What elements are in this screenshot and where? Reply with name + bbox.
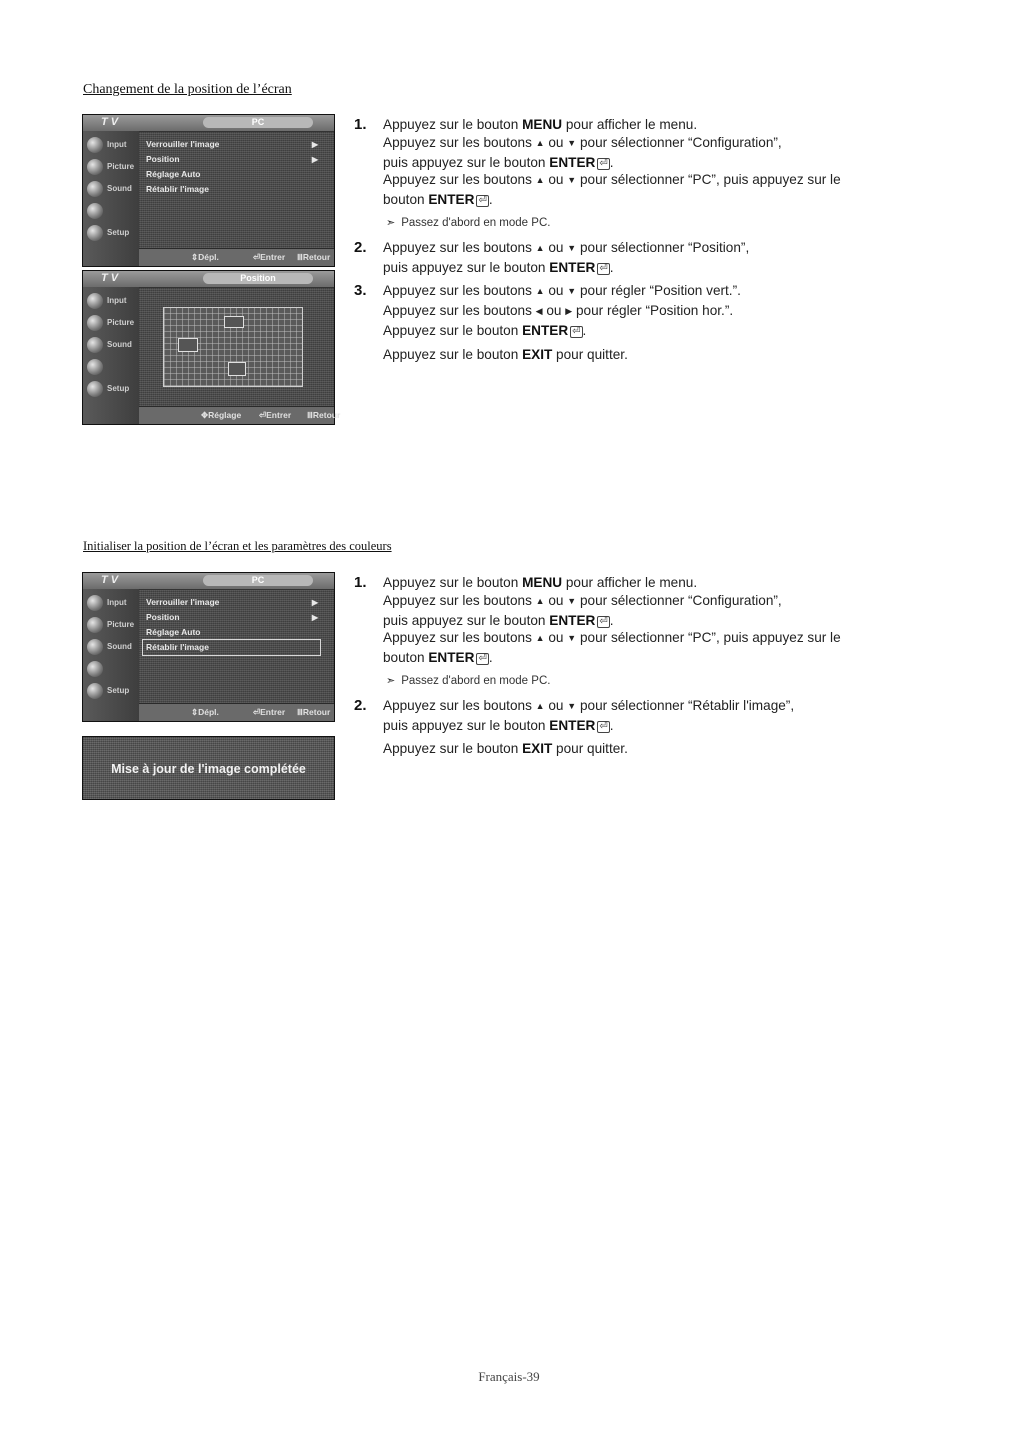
step-number: 2.	[354, 238, 367, 256]
arrow-icon: ▲	[535, 633, 545, 644]
channel-icon	[87, 203, 103, 219]
instructions-position	[352, 116, 942, 364]
arrow-icon: ▼	[567, 633, 577, 644]
osd-sidebar	[83, 589, 139, 721]
sidebar-item-channel	[83, 659, 139, 679]
osd-menu	[143, 137, 320, 197]
step-line: Appuyez sur le bouton MENU pour afficher le menu.	[383, 117, 698, 132]
osd-footer	[139, 248, 334, 266]
footer-adjust: ✥ Réglage	[201, 410, 242, 420]
note-arrow-icon: ➣	[386, 674, 396, 687]
arrow-icon: ▼	[567, 700, 577, 711]
footer-move: ⇕ Dépl.	[191, 252, 219, 262]
sidebar-item-input: Input	[83, 593, 139, 613]
osd-footer	[139, 406, 341, 424]
enter-icon: ⏎	[599, 262, 608, 274]
tv-osd-pc-menu-reset	[82, 572, 335, 722]
sidebar-item-channel	[83, 357, 139, 377]
step-line: puis appuyez sur le bouton ENTER ⏎ .	[383, 259, 614, 275]
grid-marker-bottom	[228, 362, 246, 376]
footer-move: ⇕ Dépl.	[191, 707, 219, 717]
step-line: Appuyez sur les boutons ▲ ou ▼ pour sélectionner “Configuration”,	[383, 592, 942, 612]
grid-marker-left	[178, 338, 198, 352]
arrow-icon: ◀	[535, 306, 543, 317]
step-number: 1.	[354, 116, 367, 133]
step-line: puis appuyez sur le bouton ENTER ⏎ .	[383, 154, 614, 170]
chevron-right-icon: ▶	[311, 613, 318, 622]
osd-title: PC	[203, 117, 313, 128]
menu-item-retablir: Rétablir l'image	[146, 184, 209, 194]
menu-item-verrouiller: Verrouiller l'image ▶	[143, 137, 320, 152]
menu-item-position: Position ▶	[143, 610, 320, 625]
setup-icon	[87, 683, 103, 699]
sidebar-item-sound: Sound	[83, 637, 139, 657]
arrow-icon: ▼	[567, 242, 577, 253]
chevron-right-icon: ▶	[311, 598, 318, 607]
step-line: Appuyez sur le bouton MENU pour afficher le menu.	[383, 575, 698, 590]
sidebar-item-input: Input	[83, 291, 139, 311]
instructions-reset	[352, 574, 942, 758]
sidebar-item-channel	[83, 201, 139, 221]
sidebar-item-picture: Picture	[83, 313, 139, 333]
instruction-step	[352, 116, 942, 233]
arrow-icon: ▲	[535, 286, 545, 297]
osd-title: Position	[203, 273, 313, 284]
step-line: Appuyez sur les boutons ▲ ou ▼ pour sélectionner “Position”,	[383, 239, 942, 259]
arrow-icon: ▼	[567, 595, 577, 606]
enter-icon: ⏎	[572, 325, 581, 337]
step-line: Appuyez sur les boutons ▲ ou ▼ pour régler “Position vert.”.	[383, 282, 942, 302]
tv-label: T V	[101, 116, 119, 128]
arrow-icon: ▲	[535, 595, 545, 606]
step-line: puis appuyez sur le bouton ENTER ⏎ .	[383, 717, 614, 733]
osd-top-bar	[83, 115, 334, 132]
menu-item-retablir-selected: Rétablir l'image	[143, 640, 320, 655]
step-number: 3.	[354, 282, 367, 300]
step-line: Appuyez sur le bouton ENTER ⏎ .	[383, 322, 587, 338]
step-line: Appuyez sur les boutons ▲ ou ▼ pour sélectionner “Rétablir l'image”,	[383, 697, 942, 717]
step-line: Appuyez sur les boutons ▲ ou ▼ pour sélectionner “Configuration”,	[383, 134, 942, 154]
menu-item-reglage-auto: Réglage Auto	[146, 627, 201, 637]
sidebar-item-setup: Setup	[83, 681, 139, 701]
exit-instruction: Appuyez sur le bouton EXIT pour quitter.	[383, 741, 628, 757]
sound-icon	[87, 337, 103, 353]
footer-return: Ⅲ Retour	[297, 707, 331, 717]
picture-icon	[87, 159, 103, 175]
arrow-icon: ▼	[567, 137, 577, 148]
setup-icon	[87, 381, 103, 397]
chevron-right-icon: ▶	[311, 155, 318, 164]
tv-label: T V	[101, 272, 119, 284]
step-number: 1.	[354, 574, 367, 591]
section-heading-reset: Initialiser la position de l’écran et les paramètres des couleurs	[83, 539, 392, 553]
arrow-icon: ▲	[535, 137, 545, 148]
sidebar-item-input: Input	[83, 135, 139, 155]
grid-marker-top	[224, 316, 244, 328]
step-line: Appuyez sur les boutons ◀ ou ▶ pour régler “Position hor.”.	[383, 302, 942, 322]
osd-sidebar	[83, 131, 139, 266]
input-icon	[87, 137, 103, 153]
tv-label: T V	[101, 574, 119, 586]
step-line: Appuyez sur les boutons ▲ ou ▼ pour sélectionner “PC”, puis appuyez sur le	[383, 629, 942, 649]
arrow-icon: ▼	[567, 286, 577, 297]
arrow-icon: ▶	[565, 306, 573, 317]
footer-return: Ⅲ Retour	[307, 410, 341, 420]
section-heading-position: Changement de la position de l’écran	[83, 82, 292, 97]
instruction-step	[352, 697, 942, 735]
position-grid	[163, 307, 303, 387]
input-icon	[87, 595, 103, 611]
arrow-icon: ▼	[567, 175, 577, 186]
instruction-step	[352, 239, 942, 277]
sidebar-item-sound: Sound	[83, 335, 139, 355]
footer-return: Ⅲ Retour	[297, 252, 331, 262]
sidebar-item-setup: Setup	[83, 223, 139, 243]
sound-icon	[87, 639, 103, 655]
note: ➣ Passez d'abord en mode PC.	[386, 674, 551, 687]
chevron-right-icon: ▶	[311, 140, 318, 149]
arrow-icon: ▲	[535, 700, 545, 711]
menu-item-reglage-auto: Réglage Auto	[146, 169, 201, 179]
osd-top-bar	[83, 271, 334, 288]
channel-icon	[87, 359, 103, 375]
footer-enter: ⏎ Entrer	[259, 410, 292, 420]
setup-icon	[87, 225, 103, 241]
exit-instruction: Appuyez sur le bouton EXIT pour quitter.	[383, 346, 628, 362]
tv-osd-pc-menu	[82, 114, 335, 267]
menu-item-verrouiller: Verrouiller l'image ▶	[143, 595, 320, 610]
osd-footer	[139, 703, 334, 721]
sound-icon	[87, 181, 103, 197]
arrow-icon: ▲	[535, 175, 545, 186]
page-number: Français-39	[478, 1369, 540, 1384]
menu-item-position: Position ▶	[143, 152, 320, 167]
note: ➣ Passez d'abord en mode PC.	[386, 216, 551, 229]
footer-enter: ⏎ Entrer	[253, 252, 286, 262]
picture-icon	[87, 315, 103, 331]
sidebar-item-picture: Picture	[83, 157, 139, 177]
channel-icon	[87, 661, 103, 677]
step-line: bouton ENTER ⏎ .	[383, 192, 493, 208]
arrow-icon: ▲	[535, 242, 545, 253]
step-line: puis appuyez sur le bouton ENTER ⏎ .	[383, 612, 614, 628]
osd-sidebar	[83, 287, 139, 424]
sidebar-item-picture: Picture	[83, 615, 139, 635]
enter-icon: ⏎	[599, 720, 608, 732]
osd-title: PC	[203, 575, 313, 586]
sidebar-item-setup: Setup	[83, 379, 139, 399]
enter-icon: ⏎	[478, 653, 487, 665]
input-icon	[87, 293, 103, 309]
step-line: bouton ENTER ⏎ .	[383, 650, 493, 666]
sidebar-item-sound: Sound	[83, 179, 139, 199]
osd-top-bar	[83, 573, 334, 590]
osd-menu	[143, 595, 320, 655]
update-complete-popup: Mise à jour de l'image complétée	[82, 736, 335, 800]
note-arrow-icon: ➣	[386, 216, 396, 229]
step-number: 2.	[354, 696, 367, 714]
enter-icon: ⏎	[478, 195, 487, 207]
picture-icon	[87, 617, 103, 633]
enter-icon: ⏎	[599, 157, 608, 169]
instruction-step	[352, 574, 942, 691]
step-line: Appuyez sur les boutons ▲ ou ▼ pour sélectionner “PC”, puis appuyez sur le	[383, 171, 942, 191]
footer-enter: ⏎ Entrer	[253, 707, 286, 717]
enter-icon: ⏎	[599, 615, 608, 627]
tv-osd-position	[82, 270, 341, 425]
instruction-step	[352, 282, 942, 339]
